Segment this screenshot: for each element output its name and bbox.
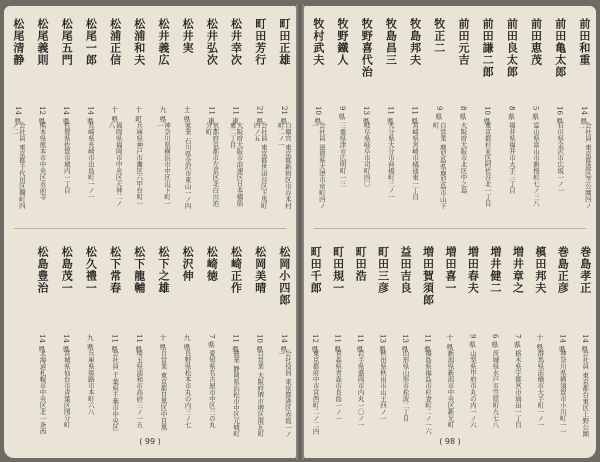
entry-code: 14 県 xyxy=(13,106,22,125)
entry-note: 神奈川県横浜市中区山下町一一 xyxy=(155,122,171,207)
entry-name: 松岡美晴 xyxy=(253,246,267,294)
entry-code: 九 県 xyxy=(158,106,167,123)
entry-name: 町田芳行 xyxy=(253,18,267,66)
entry-note: 熊本県熊本市中央区水前寺 xyxy=(38,122,47,200)
entry-code: 十 県 xyxy=(110,106,119,123)
entry-name: 前田亀太郎 xyxy=(553,18,567,78)
directory-entry xyxy=(175,18,199,214)
entry-name: 巻島孝正 xyxy=(578,246,592,294)
entry-name: 牧島昌三 xyxy=(384,18,398,66)
section-divider xyxy=(314,228,586,229)
entry-code: 10 県 xyxy=(483,106,492,125)
directory-entry xyxy=(30,246,54,442)
entry-note: 宮城県仙台市青葉区国分町 xyxy=(62,350,71,428)
entry-note: 兵庫県姫路市本町六八 xyxy=(86,350,95,415)
entry-code: 11 県 xyxy=(134,334,143,353)
entry-name: 前田和重 xyxy=(577,18,591,66)
entry-code: 5 県 xyxy=(531,106,540,120)
entry-name: 松久禮一 xyxy=(84,246,98,294)
directory-entry xyxy=(127,246,151,442)
directory-entry xyxy=(306,18,330,214)
entry-code: 16 県 xyxy=(555,106,564,125)
entry-note: 大阪府大阪市北区中之島 xyxy=(459,122,468,194)
entry-name: 松井弘次 xyxy=(205,18,219,66)
entry-name: 前田恵茂 xyxy=(529,18,543,66)
directory-entry xyxy=(127,18,151,214)
entry-name: 増田春夫 xyxy=(466,246,480,294)
left-page xyxy=(4,6,296,458)
entry-note: 会社員 東京都台東区上野公園 xyxy=(581,350,590,437)
directory-entry xyxy=(548,18,572,214)
directory-entry xyxy=(103,18,127,214)
directory-entry xyxy=(223,246,247,442)
directory-entry xyxy=(394,246,416,442)
entry-name: 前田元吉 xyxy=(456,18,470,66)
right-page xyxy=(304,6,596,458)
entry-code: 14 県 xyxy=(580,334,589,353)
entry-code: 十 県 xyxy=(445,334,454,351)
entry-code: 十 県 xyxy=(535,334,544,351)
entry-note: 栃木県宇都宮市塙田一丁目 xyxy=(513,350,522,428)
entry-name: 町田千郎 xyxy=(309,246,323,294)
entry-code: 8 県 xyxy=(458,106,467,120)
entry-code: 14 県 xyxy=(62,334,71,353)
page-number: ( 98 ) xyxy=(439,437,461,446)
entry-name: 松尾五門 xyxy=(60,18,74,66)
entry-note: 岩手県盛岡市内丸一〇ノ一 xyxy=(356,350,365,428)
entry-code: 7 県 xyxy=(513,334,522,348)
directory-entry xyxy=(403,18,427,214)
directory-entry xyxy=(151,246,175,442)
directory-entry xyxy=(78,18,102,214)
entry-name: 松井実 xyxy=(181,18,195,54)
directory-entry xyxy=(103,246,127,442)
entry-name: 牧村武夫 xyxy=(311,18,325,66)
entry-code: 11 県 xyxy=(333,334,342,353)
entry-code: 9 県 xyxy=(338,106,347,120)
entry-note: 山梨県甲府市丸の内一ノ六 xyxy=(468,350,477,428)
page-number: ( 99 ) xyxy=(139,437,161,446)
entry-note: 長野県松本市丸の内三ノ七 xyxy=(183,350,192,428)
entry-note: 山形県山形市松波二丁目 xyxy=(401,350,410,422)
entry-name: 松尾清静 xyxy=(11,18,25,66)
directory-entry xyxy=(349,246,371,442)
directory-entry xyxy=(272,18,296,214)
entry-name: 牧正二 xyxy=(432,18,446,54)
entry-note: 会社役員 東京都港区赤坂一ノ一 xyxy=(276,350,292,437)
entry-name: 松下常春 xyxy=(108,246,122,294)
entry-name: 増井章之 xyxy=(511,246,525,294)
entry-name: 牧野喜代治 xyxy=(360,18,374,78)
entry-code: 14 県 xyxy=(558,334,567,353)
directory-entry xyxy=(354,18,378,214)
entry-name: 町田正雄 xyxy=(277,18,291,66)
directory-entry xyxy=(304,246,326,442)
entry-note: 自営業 鹿児島県鹿児島市山下町 xyxy=(431,122,447,209)
entry-code: 土 県 xyxy=(183,106,192,123)
entry-note: 石川県金沢市広坂一ノ一 xyxy=(556,122,565,194)
entry-code: 21 県 xyxy=(255,106,264,125)
entry-code: 7 県 xyxy=(207,334,216,348)
directory-entry xyxy=(6,18,30,214)
entry-note: 富山県富山市新桜町七ノ三八 xyxy=(532,122,541,207)
entry-note: 長崎県長崎市出島町一ノ一 xyxy=(86,122,95,200)
entry-code: 14 県 xyxy=(38,334,47,353)
entry-name: 松島豊治 xyxy=(36,246,50,294)
entry-code: 9 県 xyxy=(468,334,477,348)
entry-code: 十 県 xyxy=(158,334,167,351)
entry-code: 14 県 xyxy=(279,334,288,353)
directory-entry xyxy=(523,18,547,214)
entry-code: 11 県 xyxy=(110,334,119,353)
entry-note: 会社員 東京都千代田区麹町四ノ二 xyxy=(10,122,26,209)
entry-name: 松井義広 xyxy=(156,18,170,66)
directory-entry xyxy=(78,246,102,442)
left-top-section xyxy=(4,18,296,214)
entry-note: 秋田県秋田市山王四ノ一 xyxy=(379,350,388,422)
directory-entry xyxy=(54,246,78,442)
directory-entry xyxy=(175,246,199,442)
entry-name: 巻島正彦 xyxy=(556,246,570,294)
entry-code: 11 東 xyxy=(207,106,216,125)
directory-entry xyxy=(572,18,596,214)
directory-entry xyxy=(499,18,523,214)
entry-note: 愛知県名古屋市中区三の丸 xyxy=(207,350,216,428)
entry-note: 京都府京都市左京区北白川追分町 xyxy=(204,122,220,207)
directory-entry xyxy=(30,18,54,214)
directory-entry xyxy=(272,246,296,442)
entry-note: 兵庫県神戸市灘区六甲台町一 xyxy=(135,122,144,207)
entry-note: 佐賀県佐賀市城内一丁目 xyxy=(62,122,71,194)
entry-code: 11 県 xyxy=(410,106,419,125)
entry-name: 松下龍輔 xyxy=(132,246,146,294)
entry-code: 13 県 xyxy=(362,106,371,125)
entry-note: 北海道札幌市中央区北一条西 xyxy=(38,350,47,435)
entry-note: 東京都府中市宮西町二ノ二四 xyxy=(311,350,320,435)
directory-entry xyxy=(461,246,483,442)
entry-name: 松下之雄 xyxy=(156,246,170,294)
entry-note: 福島県福島市杉妻町二ノ一六 xyxy=(423,350,432,435)
entry-note: 神奈川県横須賀市小川町一一 xyxy=(558,350,567,435)
entry-code: 九 県 xyxy=(183,334,192,351)
entry-name: 松浦正信 xyxy=(108,18,122,66)
entry-code: 21 県 xyxy=(279,106,288,125)
entry-code: 十 町 xyxy=(134,106,143,123)
entry-note: 茨城県水戸市笠原町九七八 xyxy=(491,350,500,428)
entry-note: 農業 静岡県浜松市中区元城町 xyxy=(232,350,241,437)
entry-code: 11 県 xyxy=(356,334,365,353)
left-bottom-section xyxy=(4,246,296,442)
entry-note: 会社員 東京都港区芝公園四ノ二 xyxy=(576,122,592,209)
entry-name: 町田浩 xyxy=(354,246,368,282)
entry-name: 増田喜一 xyxy=(443,246,457,294)
entry-note: 自営業 大阪府堺市堺区南瓦町 xyxy=(256,350,265,437)
book-gutter xyxy=(296,4,304,460)
directory-entry xyxy=(484,246,506,442)
entry-name: 松浦和夫 xyxy=(132,18,146,66)
entry-name: 松岡小四郎 xyxy=(277,246,291,306)
entry-code: 9 県 xyxy=(434,106,443,120)
directory-entry xyxy=(416,246,438,442)
entry-name: 松沢伸 xyxy=(181,246,195,282)
entry-note: 福岡県福岡市中央区天神二ノ八 xyxy=(107,122,123,207)
entry-note: 福井県福井市大手三丁目 xyxy=(507,122,516,194)
entry-note: 大分県大分市荷揚町三ノ一 xyxy=(386,122,395,200)
entry-name: 松井幸次 xyxy=(229,18,243,66)
entry-name: 松島茂一 xyxy=(60,246,74,294)
entry-name: 前田謙二郎 xyxy=(481,18,495,78)
section-divider xyxy=(14,228,286,229)
entry-name: 増田賀須郎 xyxy=(421,246,435,306)
directory-entry xyxy=(326,246,348,442)
directory-entry xyxy=(371,246,393,442)
right-top-section xyxy=(304,18,596,214)
directory-entry xyxy=(506,246,528,442)
entry-code: 14 県 xyxy=(62,106,71,125)
directory-entry xyxy=(151,18,175,214)
entry-note: 東京都杉並区阿佐谷北一丁目 xyxy=(483,122,492,207)
entry-code: 6 県 xyxy=(490,334,499,348)
directory-entry xyxy=(427,18,451,214)
directory-entry xyxy=(199,246,223,442)
entry-code: 13 県 xyxy=(378,334,387,353)
entry-note: 会社員 東京都世田谷区下馬町四ノ五 xyxy=(252,122,268,209)
entry-note: 会社員 千葉県千葉市中央区 xyxy=(111,350,120,431)
entry-code: 11 県 xyxy=(423,334,432,353)
directory-entry xyxy=(574,246,596,442)
entry-note: 会社員 滋賀県大津市京町四ノ一 xyxy=(310,122,326,209)
entry-note: 青森県青森市長島一ノ一 xyxy=(334,350,343,422)
entry-note: 大阪府大阪市浪速区日本橋筋東二丁目 xyxy=(228,122,244,207)
directory-entry xyxy=(378,18,402,214)
entry-code: 11 県 xyxy=(231,334,240,353)
directory-entry xyxy=(199,18,223,214)
entry-code: 11 県 xyxy=(386,106,395,125)
entry-name: 前田良太郎 xyxy=(505,18,519,78)
entry-code: 九 県 xyxy=(86,334,95,351)
entry-name: 松崎正作 xyxy=(229,246,243,294)
entry-code: 14 県 xyxy=(86,106,95,125)
entry-note: 新潟県新潟市中央区新光町 xyxy=(446,350,455,428)
entry-code: 10 県 xyxy=(255,334,264,353)
entry-code: 14 県 xyxy=(579,106,588,125)
entry-code: 12 県 xyxy=(311,334,320,353)
right-bottom-section xyxy=(304,246,596,442)
entry-name: 牧野鐵人 xyxy=(336,18,350,66)
directory-entry xyxy=(330,18,354,214)
entry-note: 群馬県前橋市大手町一ノ一 xyxy=(536,350,545,428)
entry-name: 槙田邦夫 xyxy=(533,246,547,294)
directory-entry xyxy=(451,18,475,214)
entry-name: 町田三彦 xyxy=(376,246,390,294)
entry-name: 町田規一 xyxy=(331,246,345,294)
entry-name: 牧島邦夫 xyxy=(408,18,422,66)
entry-name: 松尾一郎 xyxy=(84,18,98,66)
entry-note: 岐阜県岐阜市司町四〇 xyxy=(362,122,371,187)
entry-name: 松崎徳 xyxy=(205,246,219,282)
directory-entry xyxy=(248,246,272,442)
entry-code: 12 県 xyxy=(38,106,47,125)
entry-code: 10 県 xyxy=(313,106,322,125)
entry-code: 13 県 xyxy=(401,334,410,353)
directory-entry xyxy=(54,18,78,214)
entry-code: 8 県 xyxy=(507,106,516,120)
directory-entry xyxy=(223,18,247,214)
entry-note: 家業 石川県金沢市東山一ノ四 xyxy=(183,122,192,209)
directory-entry xyxy=(551,246,573,442)
entry-name: 増井健二 xyxy=(488,246,502,294)
directory-entry xyxy=(475,18,499,214)
entry-name: 松尾義則 xyxy=(36,18,50,66)
directory-entry xyxy=(439,246,461,442)
entry-name: 益田吉良 xyxy=(399,246,413,294)
entry-code: 11 東 xyxy=(231,106,240,125)
entry-note: 三重県津市広明町一三 xyxy=(338,122,347,187)
directory-entry xyxy=(529,246,551,442)
directory-entry xyxy=(248,18,272,214)
entry-note: 埼玉県浦和市高砂三ノ一五 xyxy=(135,350,144,428)
entry-note: 宮崎県宮崎市橘通東一丁目 xyxy=(411,122,420,200)
entry-note: 自営業 東京都目黒区中目黒 xyxy=(159,350,168,431)
entry-note: 自衛官 東京都新宿区市谷本村町二ノ一 xyxy=(276,122,292,209)
